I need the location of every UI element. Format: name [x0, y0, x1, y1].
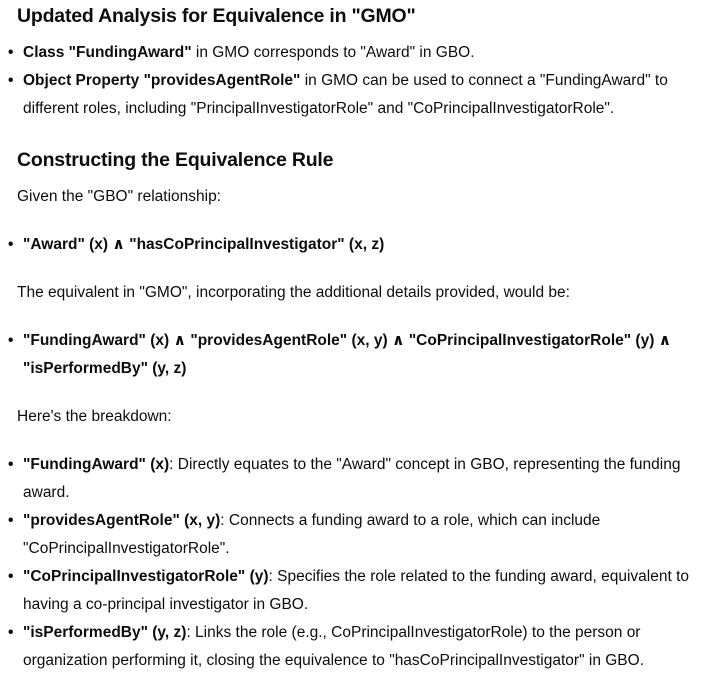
list-item	[0, 507, 704, 563]
list-item-text: : Links the role (e.g., CoPrincipalInvestigatorRole) to the person or organization performing it, closing the equivalence to "hasCoPrincipalInvestigator" in GBO.	[23, 624, 644, 669]
section-heading-updated-analysis: Updated Analysis for Equivalence in "GMO"	[17, 5, 416, 27]
list-item-term: "FundingAward" (x)	[23, 456, 170, 473]
breakdown-intro-text: Here's the breakdown:	[17, 408, 172, 425]
list-item-term: Object Property "providesAgentRole"	[23, 72, 301, 89]
bullet-icon: •	[8, 456, 14, 473]
breakdown-list	[0, 451, 704, 675]
gbo-intro-text: Given the "GBO" relationship:	[17, 188, 221, 205]
list-item	[0, 327, 704, 383]
section-heading-constructing-rule: Constructing the Equivalence Rule	[17, 149, 334, 171]
bullet-icon: •	[8, 332, 14, 349]
gbo-rule-list	[0, 231, 704, 259]
list-item	[0, 451, 704, 507]
list-item	[0, 67, 704, 123]
bullet-icon: •	[8, 512, 14, 529]
list-item-text: in GMO can be used to connect a "FundingAward" to different roles, including "PrincipalInvestigatorRole" and "CoPrincipalInvestigatorRole".	[23, 72, 668, 117]
list-item	[0, 39, 704, 67]
gbo-rule-formula: "Award" (x) ∧ "hasCoPrincipalInvestigator" (x, z)	[23, 236, 385, 253]
list-item-text: in GMO corresponds to "Award" in GBO.	[191, 44, 475, 61]
bullet-icon: •	[8, 624, 14, 641]
list-item-term: "CoPrincipalInvestigatorRole" (y)	[23, 568, 269, 585]
list-item	[0, 563, 704, 619]
bullet-icon: •	[8, 44, 14, 61]
bullet-icon: •	[8, 72, 14, 89]
list-item-text: : Connects a funding award to a role, which can include "CoPrincipalInvestigatorRole".	[23, 512, 601, 557]
list-item-term: "isPerformedBy" (y, z)	[23, 624, 187, 641]
list-item	[0, 231, 704, 259]
bullet-icon: •	[8, 236, 14, 253]
list-item-term: "providesAgentRole" (x, y)	[23, 512, 221, 529]
list-item-text: : Directly equates to the "Award" concept in GBO, representing the funding award.	[23, 456, 681, 501]
gmo-intro-text: The equivalent in "GMO", incorporating the additional details provided, would be:	[17, 284, 570, 301]
list-item-term: Class "FundingAward"	[23, 44, 192, 61]
list-item	[0, 619, 704, 675]
list-item-text: : Specifies the role related to the funding award, equivalent to having a co-principal investigator in GBO.	[23, 568, 690, 613]
gmo-rule-list	[0, 327, 704, 383]
bullet-icon: •	[8, 568, 14, 585]
analysis-list	[0, 39, 704, 123]
gmo-rule-formula: "FundingAward" (x) ∧ "providesAgentRole" (x, y) ∧ "CoPrincipalInvestigatorRole" (y) ∧ "isPerformedBy" (y, z)	[23, 332, 672, 377]
